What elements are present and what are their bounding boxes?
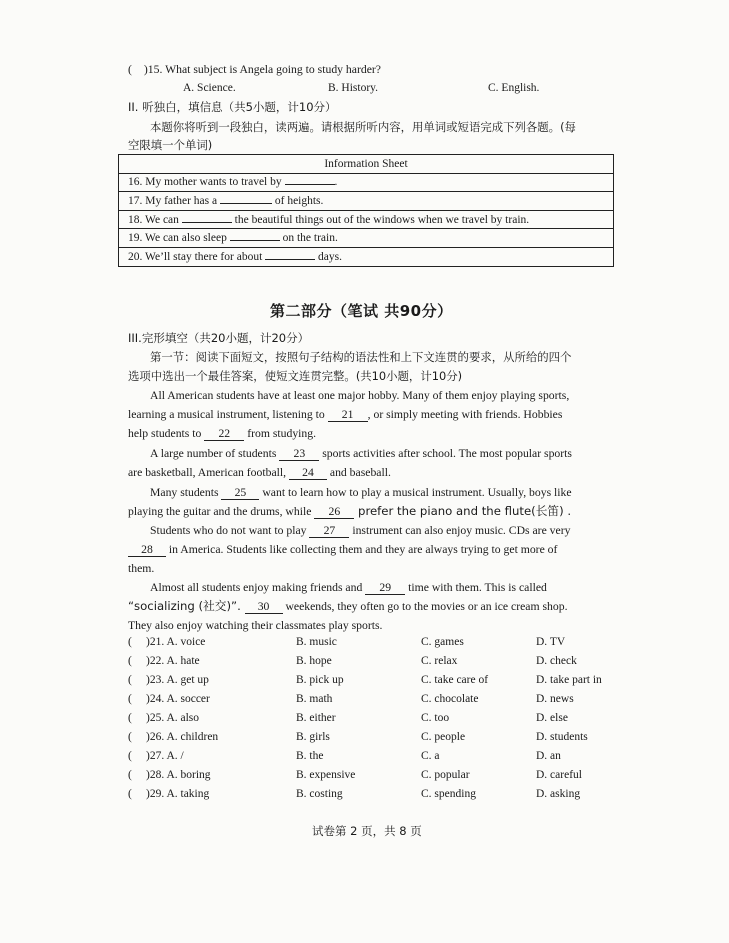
- answer-blank[interactable]: [230, 240, 280, 241]
- page-footer: 试卷第 2 页，共 8 页: [312, 824, 422, 838]
- option-d: D. take part in: [536, 674, 602, 686]
- table-row: 19. We can also sleep on the train.: [119, 229, 614, 248]
- option-b: B. expensive: [296, 769, 356, 781]
- question-stem: )21. A. voice: [146, 636, 206, 648]
- question-row-28: [128, 769, 614, 788]
- question-row-25: [128, 712, 614, 731]
- passage-paragraph-2: A large number of students 23 sports activities after school. The most popular sports are basketball, American football, 24 and baseball.: [128, 447, 572, 480]
- passage-paragraph-3: Many students 25 want to learn how to play a musical instrument. Usually, boys like playing the guitar and the drums, while 26 prefer the piano and the flute(长笛) .: [128, 486, 572, 519]
- answer-blank[interactable]: [285, 184, 335, 185]
- option-b: B. History.: [328, 82, 379, 94]
- answer-blank[interactable]: [182, 222, 232, 223]
- answer-paren[interactable]: (: [128, 636, 132, 648]
- section-ii-title: II. 听独白，填信息（共5小题，计10分）: [128, 100, 337, 114]
- cloze-blank-30[interactable]: 30: [245, 600, 283, 614]
- option-c: C. games: [421, 636, 464, 648]
- option-d: D. TV: [536, 636, 566, 648]
- option-c: C. relax: [421, 655, 458, 667]
- answer-blank[interactable]: [265, 259, 315, 260]
- answer-paren[interactable]: (: [128, 731, 132, 743]
- option-b: B. girls: [296, 731, 330, 743]
- answer-paren[interactable]: (: [128, 693, 132, 705]
- option-d: D. check: [536, 655, 577, 667]
- option-a: A. Science.: [183, 82, 236, 94]
- option-c: C. too: [421, 712, 450, 724]
- option-b: B. the: [296, 750, 324, 762]
- option-b: B. pick up: [296, 674, 344, 686]
- option-d: D. else: [536, 712, 568, 724]
- answer-paren[interactable]: (: [128, 712, 132, 724]
- table-row: 20. We’ll stay there for about days.: [119, 247, 614, 266]
- option-d: D. careful: [536, 769, 582, 781]
- table-row: 16. My mother wants to travel by .: [119, 173, 614, 192]
- question-15: [128, 63, 381, 76]
- table-row: 17. My father has a of heights.: [119, 192, 614, 211]
- question-row-23: [128, 674, 614, 693]
- option-c: C. a: [421, 750, 440, 762]
- option-c: C. popular: [421, 769, 470, 781]
- answer-paren[interactable]: (: [128, 655, 132, 667]
- section-iii-title: III.完形填空（共20小题，计20分）: [128, 331, 310, 345]
- cloze-blank-23[interactable]: 23: [279, 447, 319, 461]
- option-b: B. either: [296, 712, 336, 724]
- question-stem: )27. A. /: [146, 750, 184, 762]
- option-c: C. spending: [421, 788, 476, 800]
- information-sheet-table: [118, 154, 614, 267]
- option-b: B. hope: [296, 655, 332, 667]
- passage-paragraph-5: Almost all students enjoy making friends and 29 time with them. This is called “socializing (社交)”. 30 weekends, they often go to the movies or an ice cream shop. They also enjoy watching their classmates play sports.: [128, 581, 568, 633]
- question-stem: )23. A. get up: [146, 674, 209, 686]
- question-stem: )15. What subject is Angela going to study harder?: [143, 63, 381, 76]
- option-c: C. English.: [488, 82, 540, 94]
- cloze-blank-25[interactable]: 25: [221, 486, 259, 500]
- section-ii-instruction-1: 本题你将听到一段独白，读两遍。请根据所听内容，用单词或短语完成下列各题。(每: [150, 120, 576, 134]
- question-stem: )25. A. also: [146, 712, 200, 724]
- section-iii-instruction-1: 第一节：阅读下面短文，按照句子结构的语法性和上下文连贯的要求，从所给的四个: [150, 350, 572, 364]
- option-b: B. music: [296, 636, 337, 648]
- option-b: B. costing: [296, 788, 343, 800]
- cloze-blank-21[interactable]: 21: [328, 408, 368, 422]
- answer-paren[interactable]: (: [128, 769, 132, 781]
- question-stem: )24. A. soccer: [146, 693, 210, 705]
- question-row-24: [128, 693, 614, 712]
- answer-paren[interactable]: (: [128, 788, 132, 800]
- option-c: C. take care of: [421, 674, 489, 686]
- part-two-title: 第二部分（笔试 共90分）: [270, 302, 453, 320]
- passage-paragraph-4: Students who do not want to play 27 instrument can also enjoy music. CDs are very 28 in America. Students like collecting them and they are always trying to get more of them.: [128, 524, 571, 576]
- cloze-blank-24[interactable]: 24: [289, 466, 327, 480]
- question-row-29: [128, 788, 614, 807]
- question-row-26: [128, 731, 614, 750]
- cloze-blank-28[interactable]: 28: [128, 543, 166, 557]
- section-iii-instruction-2: 选项中选出一个最佳答案，使短文连贯完整。(共10小题，计10分): [128, 369, 463, 383]
- answer-paren[interactable]: (: [128, 674, 132, 686]
- option-d: D. asking: [536, 788, 581, 800]
- passage-paragraph-1: All American students have at least one major hobby. Many of them enjoy playing sports, learning a musical instrument, listening to 21 , or simply meeting with friends. Hobbies help students to 22 from studying.: [128, 389, 570, 441]
- option-b: B. math: [296, 693, 333, 705]
- question-stem: )28. A. boring: [146, 769, 211, 781]
- section-ii-instruction-2: 空限填一个单词): [128, 138, 213, 152]
- table-header: Information Sheet: [119, 155, 614, 174]
- cloze-blank-27[interactable]: 27: [309, 524, 349, 538]
- question-stem: )29. A. taking: [146, 788, 210, 800]
- question-row-22: [128, 655, 614, 674]
- option-c: C. people: [421, 731, 466, 743]
- cloze-blank-22[interactable]: 22: [204, 427, 244, 441]
- answer-blank[interactable]: [220, 203, 272, 204]
- question-row-21: [128, 636, 614, 655]
- answer-paren: (: [128, 63, 132, 76]
- question-stem: )22. A. hate: [146, 655, 200, 667]
- option-d: D. students: [536, 731, 588, 743]
- cloze-blank-29[interactable]: 29: [365, 581, 405, 595]
- answer-paren[interactable]: (: [128, 750, 132, 762]
- question-stem: )26. A. children: [146, 731, 219, 743]
- option-d: D. an: [536, 750, 561, 762]
- cloze-blank-26[interactable]: 26: [314, 505, 354, 519]
- option-d: D. news: [536, 693, 574, 705]
- option-c: C. chocolate: [421, 693, 479, 705]
- question-row-27: [128, 750, 614, 769]
- table-row: 18. We can the beautiful things out of the windows when we travel by train.: [119, 210, 614, 229]
